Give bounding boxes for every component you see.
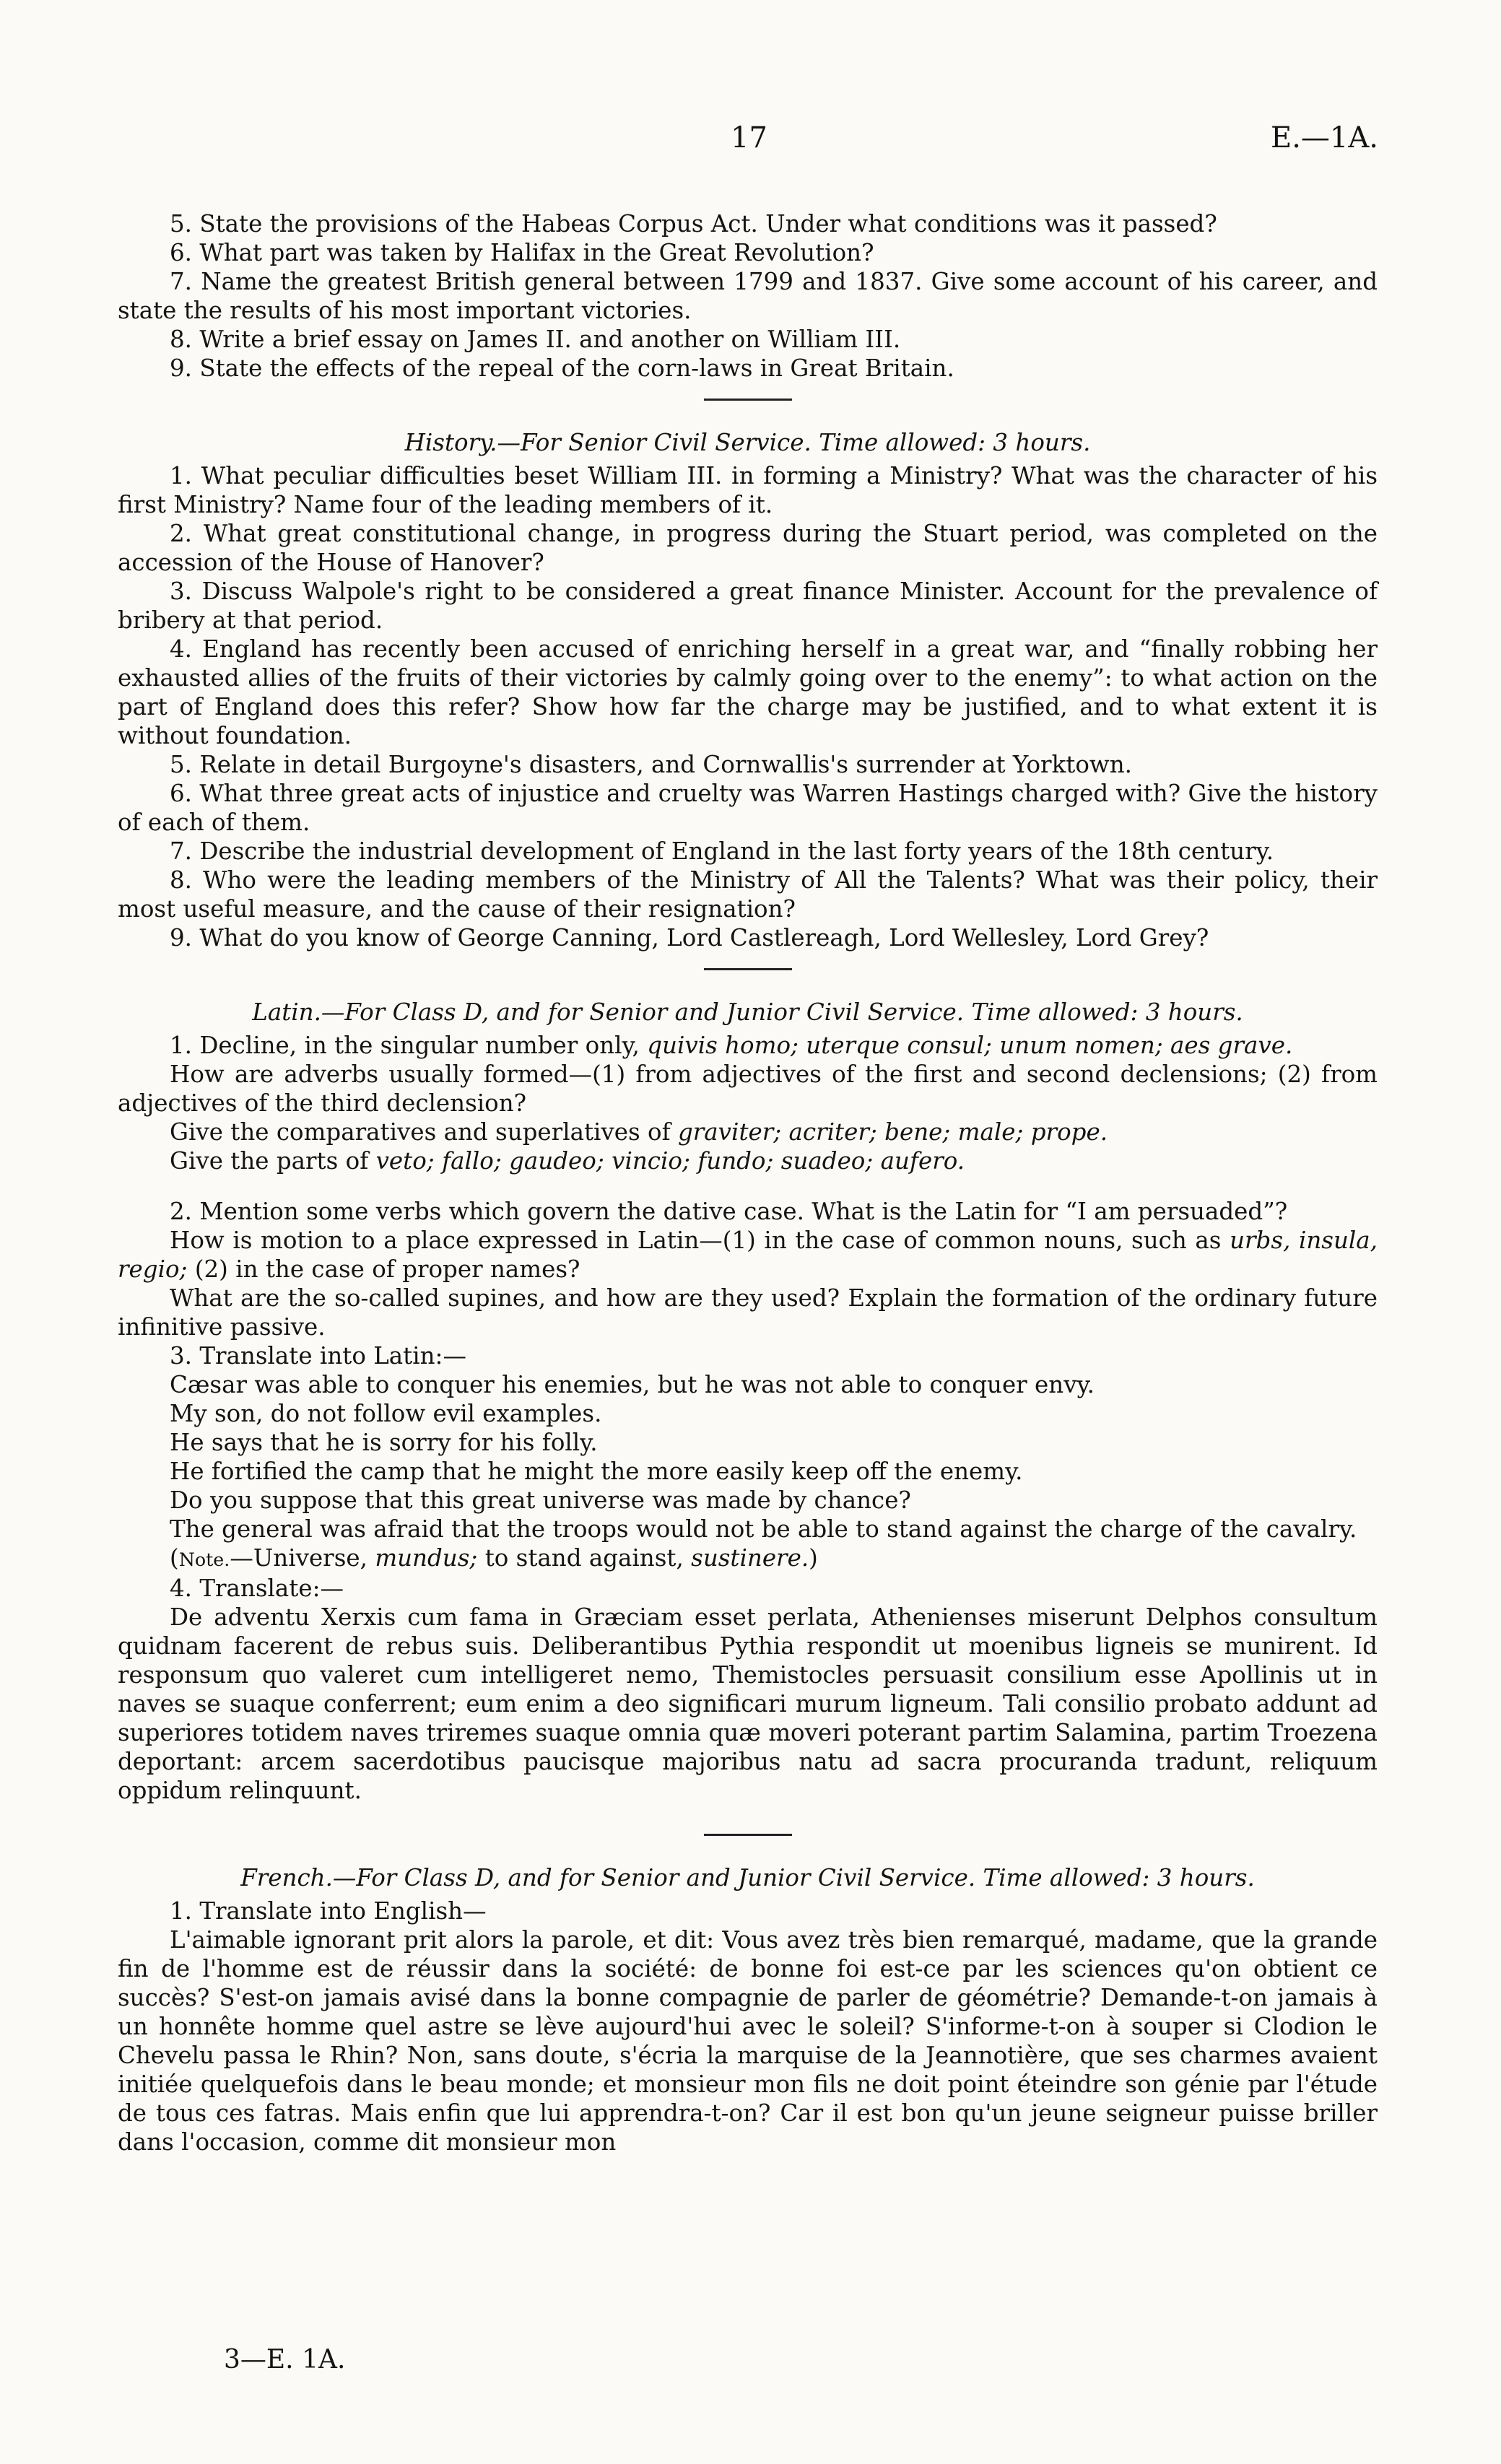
question: 1. Translate into English— [170, 1897, 487, 1925]
page-body [118, 209, 1378, 2156]
french-passage: L'aimable ignorant prit alors la parole, et dit: Vous avez très bien remarqué, madame, que la grande fin de l'homme est de réussir dans la société: de bonne foi est-ce par les sciences qu'on obtient ce succès? S'est-on jamais avisé dans la bonne compagnie de parler de géométrie? Demande-t-on jamais à un honnête homme quel astre se lève aujourd'hui avec le soleil? S'informe-t-on à souper si Clodion le Chevelu passa le Rhin? Non, sans doute, s'écria la marquise de la Jeannotière, que ses charmes avaient initiée quelquefois dans le beau monde; et monsieur mon fils ne doit point éteindre son génie par l'étude de tous ces fatras. Mais enfin que lui apprendra-t-on? Car il est bon qu'un jeune seigneur puisse briller dans l'occasion, comme dit monsieur mon [118, 1926, 1378, 2156]
note-text: —Universe, [230, 1544, 367, 1572]
note-text: to stand against, [484, 1544, 684, 1572]
note-label: Note. [178, 1549, 230, 1570]
question: 3. Translate into Latin:— [170, 1342, 467, 1370]
question: 4. England has recently been accused of enriching herself in a great war, and “finally robbing her exhausted allies of the fruits of their victories by calmly going over to the enemy”: to what action on the part of England does this refer? Show how far the charge may be justified, and to what extent it is without foundation. [118, 635, 1378, 749]
question: 7. Describe the industrial development of England in the last forty years of the 18th century. [170, 837, 1274, 865]
question [118, 1031, 1378, 1060]
sentence: Cæsar was able to conquer his enemies, but he was not able to conquer envy. [170, 1371, 1095, 1398]
section-divider [704, 968, 792, 970]
question: 9. What do you know of George Canning, Lord Castlereagh, Lord Wellesley, Lord Grey? [170, 924, 1209, 952]
latin-heading: Latin.—For Class D, and for Senior and Junior Civil Service. Time allowed: 3 hours. [252, 998, 1243, 1026]
question: 4. Translate:— [170, 1575, 344, 1602]
latin-words: graviter; acriter; bene; male; prope. [677, 1118, 1108, 1146]
french-section [118, 1863, 1378, 2156]
note: (Note.—Universe, mundus; to stand against, sustinere.) [170, 1544, 818, 1572]
question: 6. What three great acts of injustice and cruelty was Warren Hastings charged with? Give the history of each of them. [118, 780, 1378, 836]
question: 9. State the effects of the repeal of the corn-laws in Great Britain. [170, 354, 954, 382]
latin-words: urbs, insula, regio; [118, 1227, 1378, 1283]
page-number: 17 [731, 121, 767, 154]
intro-questions [118, 209, 1378, 383]
latin-passage: De adventu Xerxis cum fama in Græciam esset perlata, Athenienses miserunt Delphos consultum quidnam facerent de rebus suis. Deliberantibus Pythia respondit ut moenibus ligneis se munirent. Id responsum quo valeret cum intelligeret nemo, Themistocles persuasit consilium esse Apollinis ut in naves se suaque conferrent; eum enim a deo significari murum ligneum. Tali consilio probato addunt ad superiores totidem naves triremes suaque omnia quæ moveri poterant partim Salamina, partim Troezena deportant: arcem sacerdotibus paucisque majoribus natu ad sacra procuranda tradunt, reliquum oppidum relinquunt. [118, 1603, 1378, 1804]
question: 1. What peculiar difficulties beset William III. in forming a Ministry? What was the character of his first Ministry? Name four of the leading members of it. [118, 462, 1378, 518]
question-text: Give the parts of [170, 1147, 369, 1175]
question: What are the so-called supines, and how are they used? Explain the formation of the ordinary future infinitive passive. [118, 1284, 1378, 1341]
question: 3. Discuss Walpole's right to be considered a great finance Minister. Account for the prevalence of bribery at that period. [118, 578, 1378, 634]
question-text: How is motion to a place expressed in Latin—(1) in the case of common nouns, such as [170, 1227, 1222, 1254]
latin-words: veto; fallo; gaudeo; vincio; fundo; suadeo; aufero. [375, 1147, 965, 1175]
latin-words: sustinere. [691, 1544, 809, 1572]
latin-section [118, 998, 1378, 1805]
question: 6. What part was taken by Halifax in the Great Revolution? [170, 239, 874, 266]
question: How are adverbs usually formed—(1) from adjectives of the first and second declensions; (2) from adjectives of the third declension? [118, 1061, 1378, 1117]
question: 8. Write a brief essay on James II. and another on William III. [170, 326, 901, 353]
question: 2. Mention some verbs which govern the dative case. What is the Latin for “I am persuaded”? [170, 1198, 1288, 1225]
history-section [118, 428, 1378, 952]
question: 5. State the provisions of the Habeas Corpus Act. Under what conditions was it passed? [170, 210, 1217, 238]
question [118, 1118, 1378, 1146]
question: 5. Relate in detail Burgoyne's disasters, and Cornwallis's surrender at Yorktown. [170, 751, 1132, 778]
section-divider [704, 1834, 792, 1836]
signature-mark: 3—E. 1A. [224, 2345, 346, 2374]
sentence: He says that he is sorry for his folly. [170, 1429, 598, 1456]
page-reference: E.—1A. [1271, 121, 1378, 154]
question [118, 1146, 1378, 1175]
question [118, 1226, 1378, 1284]
sentence: Do you suppose that this great universe was made by chance? [170, 1486, 911, 1514]
question-text: Give the comparatives and superlatives of [170, 1118, 671, 1146]
question: 7. Name the greatest British general between 1799 and 1837. Give some account of his career, and state the results of his most important victories. [118, 268, 1378, 324]
question-text: (2) in the case of proper names? [194, 1255, 580, 1283]
sentence: My son, do not follow evil examples. [170, 1400, 602, 1427]
question-text: 1. Decline, in the singular number only, [170, 1032, 640, 1059]
page-header [0, 121, 1501, 165]
section-divider [704, 399, 792, 401]
question: 8. Who were the leading members of the Ministry of All the Talents? What was their policy, their most useful measure, and the cause of their resignation? [118, 866, 1378, 923]
french-heading: French.—For Class D, and for Senior and Junior Civil Service. Time allowed: 3 hours. [240, 1864, 1255, 1891]
history-heading: History.—For Senior Civil Service. Time allowed: 3 hours. [404, 429, 1091, 456]
latin-words: quivis homo; uterque consul; unum nomen; aes grave. [647, 1032, 1293, 1059]
question: 2. What great constitutional change, in progress during the Stuart period, was completed on the accession of the House of Hanover? [118, 520, 1378, 576]
sentence: He fortified the camp that he might the more easily keep off the enemy. [170, 1458, 1023, 1485]
sentence: The general was afraid that the troops would not be able to stand against the charge of the cavalry. [170, 1515, 1357, 1543]
latin-words: mundus; [375, 1544, 478, 1572]
